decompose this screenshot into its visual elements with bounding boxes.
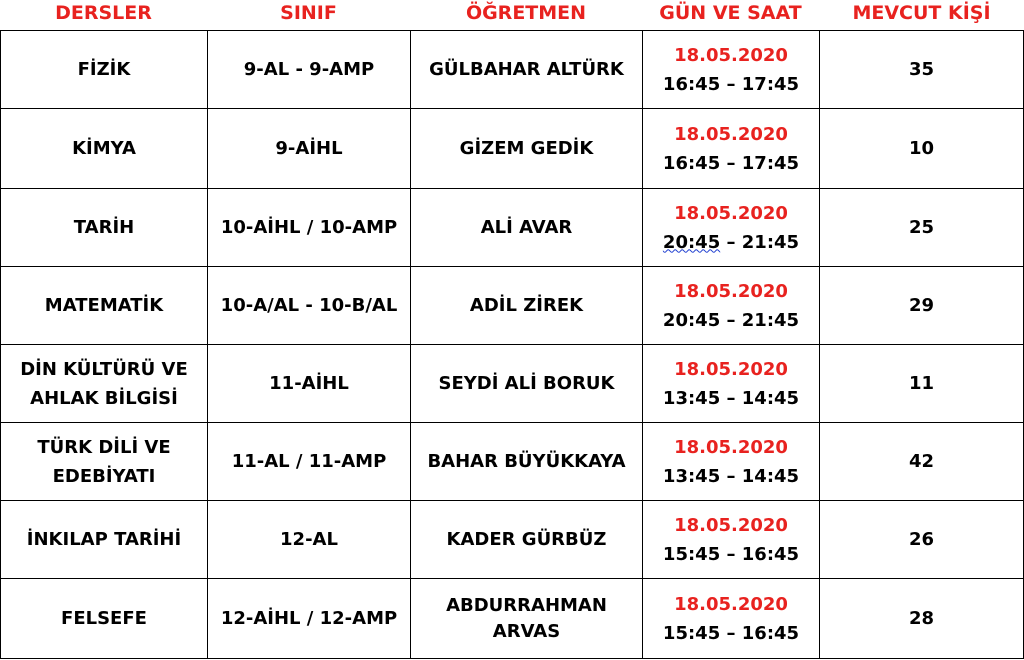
count-cell: 11 xyxy=(820,345,1024,423)
time-range xyxy=(643,306,819,335)
count-cell: 35 xyxy=(820,31,1024,109)
table-row xyxy=(1,31,1024,109)
time-start: 16:45 xyxy=(662,73,721,95)
header-day-time: GÜN VE SAAT xyxy=(659,2,802,24)
lesson-cell: KİMYA xyxy=(1,109,208,189)
class-cell: 10-AİHL / 10-AMP xyxy=(208,189,411,267)
table-row xyxy=(1,109,1024,189)
header-lessons: DERSLER xyxy=(55,2,152,24)
time-range xyxy=(643,619,819,648)
class-cell: 9-AİHL xyxy=(208,109,411,189)
schedule-table xyxy=(0,30,1024,659)
time-start: 15:45 xyxy=(662,543,721,565)
time-start: 20:45 xyxy=(662,231,721,253)
time-start: 20:45 xyxy=(662,309,721,331)
time-separator: – xyxy=(720,387,742,409)
time-end: 14:45 xyxy=(741,387,800,409)
teacher-cell: BAHAR BÜYÜKKAYA xyxy=(411,423,643,501)
teacher-cell: ADİL ZİREK xyxy=(411,267,643,345)
date-text: 18.05.2020 xyxy=(674,44,788,66)
date-text: 18.05.2020 xyxy=(674,436,788,458)
date-text: 18.05.2020 xyxy=(674,514,788,536)
table-header xyxy=(0,0,1024,30)
date-text: 18.05.2020 xyxy=(674,123,788,145)
time-start: 13:45 xyxy=(662,465,721,487)
lesson-cell: MATEMATİK xyxy=(1,267,208,345)
count-cell: 28 xyxy=(820,579,1024,659)
count-cell: 10 xyxy=(820,109,1024,189)
time-start: 13:45 xyxy=(662,387,721,409)
table-row xyxy=(1,501,1024,579)
day-time-cell xyxy=(643,31,820,109)
table-row xyxy=(1,345,1024,423)
day-time-cell xyxy=(643,579,820,659)
time-range xyxy=(643,384,819,413)
table-row xyxy=(1,189,1024,267)
time-range xyxy=(643,462,819,491)
time-separator: – xyxy=(720,231,742,253)
day-time-cell xyxy=(643,267,820,345)
teacher-cell: GİZEM GEDİK xyxy=(411,109,643,189)
teacher-cell: KADER GÜRBÜZ xyxy=(411,501,643,579)
time-end: 17:45 xyxy=(741,152,800,174)
time-end: 14:45 xyxy=(741,465,800,487)
count-cell: 26 xyxy=(820,501,1024,579)
time-end: 17:45 xyxy=(741,73,800,95)
day-time-cell xyxy=(643,345,820,423)
table-row xyxy=(1,579,1024,659)
class-cell: 11-AİHL xyxy=(208,345,411,423)
teacher-cell: GÜLBAHAR ALTÜRK xyxy=(411,31,643,109)
day-time-cell xyxy=(643,189,820,267)
count-cell: 42 xyxy=(820,423,1024,501)
header-teacher: ÖĞRETMEN xyxy=(465,2,587,24)
time-end: 16:45 xyxy=(741,622,800,644)
class-cell: 11-AL / 11-AMP xyxy=(208,423,411,501)
date-text: 18.05.2020 xyxy=(674,358,788,380)
day-time-cell xyxy=(643,109,820,189)
time-start: 15:45 xyxy=(662,622,721,644)
time-start: 16:45 xyxy=(662,152,721,174)
time-range xyxy=(643,70,819,99)
time-separator: – xyxy=(720,465,742,487)
count-cell: 25 xyxy=(820,189,1024,267)
teacher-cell: ALİ AVAR xyxy=(411,189,643,267)
time-end: 21:45 xyxy=(741,309,800,331)
teacher-cell: ABDURRAHMAN ARVAS xyxy=(411,579,643,659)
date-text: 18.05.2020 xyxy=(674,202,788,224)
lesson-cell: TÜRK DİLİ VE EDEBİYATI xyxy=(1,423,208,501)
time-range xyxy=(643,149,819,178)
lesson-cell: FİZİK xyxy=(1,31,208,109)
teacher-cell: SEYDİ ALİ BORUK xyxy=(411,345,643,423)
lesson-cell: TARİH xyxy=(1,189,208,267)
class-cell: 9-AL - 9-AMP xyxy=(208,31,411,109)
time-separator: – xyxy=(720,73,742,95)
lesson-cell: İNKILAP TARİHİ xyxy=(1,501,208,579)
day-time-cell xyxy=(643,501,820,579)
class-cell: 12-AL xyxy=(208,501,411,579)
time-end: 21:45 xyxy=(741,231,800,253)
lesson-cell: DİN KÜLTÜRÜ VE AHLAK BİLGİSİ xyxy=(1,345,208,423)
time-separator: – xyxy=(720,309,742,331)
time-separator: – xyxy=(720,622,742,644)
day-time-cell xyxy=(643,423,820,501)
header-class: SINIF xyxy=(280,2,337,24)
lesson-cell: FELSEFE xyxy=(1,579,208,659)
time-separator: – xyxy=(720,543,742,565)
count-cell: 29 xyxy=(820,267,1024,345)
date-text: 18.05.2020 xyxy=(674,593,788,615)
time-range xyxy=(643,540,819,569)
time-range xyxy=(643,228,819,257)
class-cell: 10-A/AL - 10-B/AL xyxy=(208,267,411,345)
time-separator: – xyxy=(720,152,742,174)
table-row xyxy=(1,423,1024,501)
class-cell: 12-AİHL / 12-AMP xyxy=(208,579,411,659)
time-end: 16:45 xyxy=(741,543,800,565)
date-text: 18.05.2020 xyxy=(674,280,788,302)
table-row xyxy=(1,267,1024,345)
header-count: MEVCUT KİŞİ xyxy=(852,2,991,24)
